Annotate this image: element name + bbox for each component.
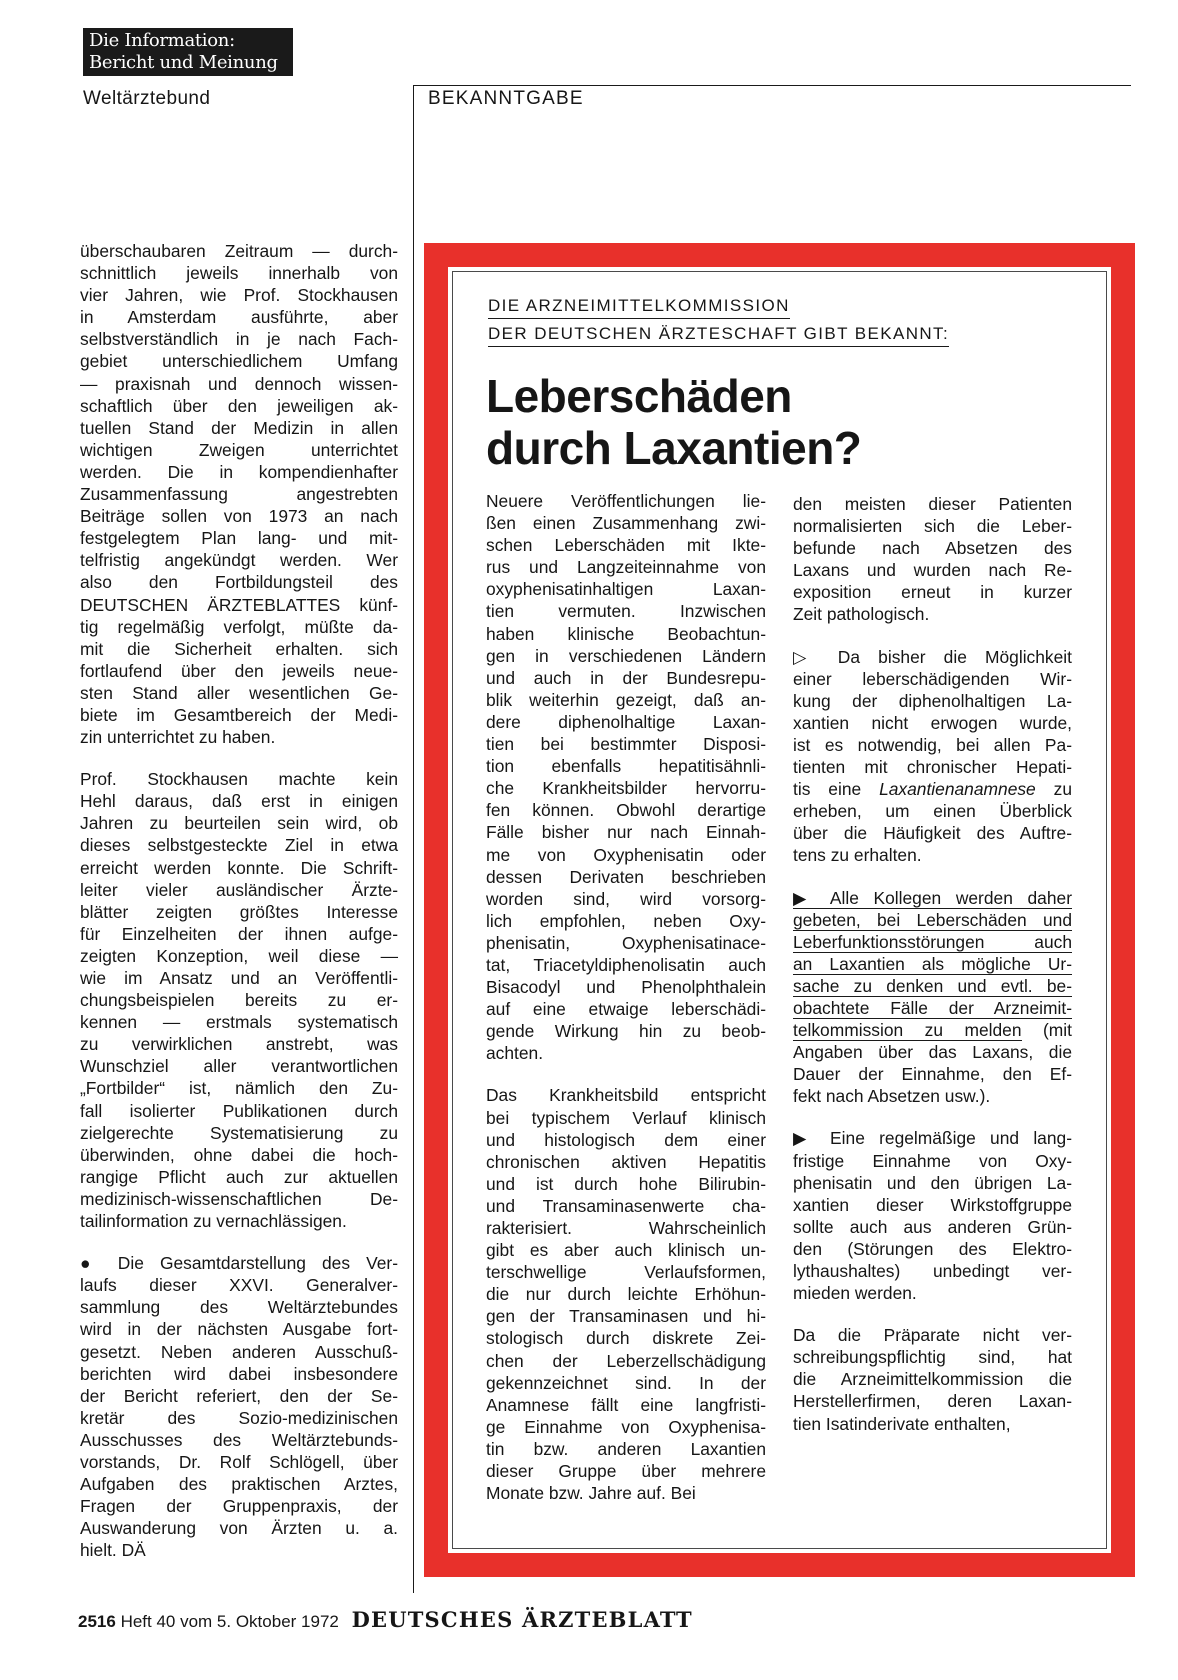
- text-line: [793, 778, 1072, 800]
- text-line: Angaben über das Laxans, die: [793, 1042, 1072, 1063]
- text-line: schnittlich jeweils innerhalb von: [80, 263, 398, 284]
- overline-line-1: Die Information:: [89, 30, 235, 51]
- text-line: gebiet unterschiedlichem Umfang: [80, 351, 398, 372]
- overline-line-2: Bericht und Meinung: [89, 52, 278, 73]
- text-line: leiter vieler ausländischer Ärzte-: [80, 879, 398, 900]
- text-line: festgelegtem Plan lang- und mit-: [80, 528, 398, 549]
- text-line: schaftlich über den jeweiligen ak-: [80, 395, 398, 416]
- text-line: in Amsterdam ausführte, aber: [80, 307, 398, 328]
- text-line: laufs dieser XXVI. Generalver-: [80, 1275, 398, 1296]
- text-line: bei typischem Verlauf klinisch: [486, 1107, 766, 1128]
- text-line: che Krankheitsbilder hervorru-: [486, 778, 766, 799]
- text-line: tion ebenfalls hepatitisähnli-: [486, 756, 766, 777]
- text-line: ge Einnahme von Oxyphenisa-: [486, 1416, 766, 1437]
- text-line: normalisierten sich die Leber-: [793, 516, 1072, 537]
- right-paragraph-3: [793, 887, 1072, 1108]
- text-run: (mit: [1021, 1020, 1072, 1041]
- text-line: und auch in der Bundesrepu-: [486, 667, 766, 688]
- announcement-kicker-2: [488, 324, 949, 347]
- text-line: chronischen aktiven Hepatitis: [486, 1151, 766, 1172]
- text-line: kennen — erstmals systematisch: [80, 1012, 398, 1033]
- text-line: Prof. Stockhausen machte kein: [80, 769, 398, 790]
- underlined-text: Leberfunktionsstörungen auch: [793, 931, 1072, 952]
- text-line: zu verwirklichen anstrebt, was: [80, 1034, 398, 1055]
- text-line: Dauer der Einnahme, den Ef-: [793, 1064, 1072, 1085]
- text-line: terschwellige Verlaufsformen,: [486, 1262, 766, 1283]
- text-run: zu: [1035, 779, 1073, 800]
- text-line: fristige Einnahme von Oxy-: [793, 1150, 1072, 1171]
- text-line: ▷ Da bisher die Möglichkeit: [793, 646, 1072, 667]
- text-line: xantien nicht erwogen wurde,: [793, 712, 1072, 733]
- text-line: wird in der nächsten Ausgabe fort-: [80, 1319, 398, 1340]
- text-line: der Bericht referiert, den der Se-: [80, 1385, 398, 1406]
- text-line: werden. Die in kompendienhafter: [80, 461, 398, 482]
- text-line: mit die Sicherheit erhalten. sich: [80, 638, 398, 659]
- text-line: vorstands, Dr. Rolf Schlögell, über: [80, 1451, 398, 1472]
- text-line: tien Isatinderivate enthalten,: [793, 1413, 1011, 1434]
- text-line: gibt es aber auch klinisch un-: [486, 1240, 766, 1261]
- text-line: lich empfohlen, neben Oxy-: [486, 910, 766, 931]
- text-line: exposition erneut in kurzer: [793, 582, 1072, 603]
- text-line: sten Stand aller wesentlichen Ge-: [80, 682, 398, 703]
- text-line: stologisch durch diskrete Zei-: [486, 1328, 766, 1349]
- underlined-text: sache zu denken und evtl. be-: [793, 975, 1072, 996]
- text-line: fekt nach Absetzen usw.).: [793, 1086, 991, 1107]
- text-line: gekennzeichnet sind. In der: [486, 1372, 766, 1393]
- text-line: dessen Derivaten beschrieben: [486, 866, 766, 887]
- text-line: Zusammenfassung angestrebten: [80, 484, 398, 505]
- text-line: rakterisiert. Wahrscheinlich: [486, 1218, 766, 1238]
- text-line: dieses selbstgesteckte Ziel in etwa: [80, 835, 398, 856]
- section-label-left: Weltärztebund: [83, 88, 211, 109]
- text-line: [793, 975, 1072, 997]
- text-line: Auswanderung von Ärzten u. a.: [80, 1518, 398, 1539]
- underlined-text: gebeten, bei Leberschäden und: [793, 909, 1072, 930]
- text-line: tien vermuten. Inzwischen: [486, 601, 766, 622]
- text-line: wichtigen Zweigen unterrichtet: [80, 439, 398, 460]
- text-line: phenisatin und den übrigen La-: [793, 1172, 1072, 1193]
- text-line: [793, 953, 1072, 975]
- journal-name: DEUTSCHES ÄRZTEBLATT: [351, 1607, 693, 1632]
- overline-label: [83, 28, 293, 76]
- text-line: tin bzw. anderen Laxantien: [486, 1438, 766, 1459]
- text-line: Zeit pathologisch.: [793, 604, 930, 625]
- underlined-text: ▶ Alle Kollegen werden daher: [793, 887, 1072, 908]
- text-line: DEUTSCHEN ÄRZTEBLATTES künf-: [80, 594, 398, 615]
- text-line: tens zu erhalten.: [793, 845, 922, 866]
- announcement-kicker-1: [488, 296, 790, 319]
- text-line: [793, 997, 1072, 1019]
- right-paragraph-4: [793, 1127, 1072, 1304]
- text-line: lythaushaltes) unbedingt ver-: [793, 1261, 1072, 1281]
- text-line: achten.: [486, 1043, 544, 1064]
- text-line: ist es notwendig, bei allen Pa-: [793, 734, 1072, 755]
- text-line: also den Fortbildungsteil des: [80, 572, 398, 593]
- announcement-middle-column: [486, 490, 766, 1504]
- paragraph-gap: [80, 748, 398, 768]
- text-line: auf eine etwaige leberschädi-: [486, 999, 766, 1020]
- text-line: gende Wirkung hin zu beob-: [486, 1021, 766, 1042]
- column-divider: [413, 85, 414, 1593]
- text-line: Beiträge sollen von 1973 an nach: [80, 506, 398, 527]
- text-line: überschaubaren Zeitraum — durch-: [80, 241, 398, 261]
- text-line: rus und Langzeiteinnahme von: [486, 557, 766, 578]
- text-line: Herstellerfirmen, deren Laxan-: [793, 1391, 1072, 1412]
- text-line: Laxans und wurden nach Re-: [793, 560, 1072, 581]
- text-line: ßen einen Zusammenhang zwi-: [486, 513, 766, 534]
- header-rule: [413, 85, 1131, 86]
- text-line: „Fortbilder“ ist, nämlich den Zu-: [80, 1078, 398, 1099]
- text-line: Aufgaben des praktischen Arztes,: [80, 1474, 398, 1495]
- text-line: kung der diphenolhaltigen La-: [793, 690, 1072, 711]
- text-line: Ausschusses des Weltärztebunds-: [80, 1429, 398, 1450]
- text-line: fen können. Obwohl derartige: [486, 800, 766, 821]
- kicker-text-1: DIE ARZNEIMITTELKOMMISSION: [488, 296, 790, 319]
- text-line: Fälle bisher nur nach Einnah-: [486, 822, 766, 843]
- underlined-text: an Laxantien als mögliche Ur-: [793, 953, 1072, 974]
- page-number: 2516: [78, 1612, 116, 1631]
- text-line: — praxisnah und dennoch wissen-: [80, 373, 398, 394]
- text-line: vier Jahren, wie Prof. Stockhausen: [80, 285, 398, 306]
- text-line: einer leberschädigenden Wir-: [793, 668, 1072, 689]
- text-line: haben klinische Beobachtun-: [486, 623, 766, 644]
- issue-info: Heft 40 vom 5. Oktober 1972: [120, 1612, 339, 1631]
- text-line: tienten mit chronischer Hepati-: [793, 757, 1072, 778]
- text-line: [793, 887, 1072, 909]
- text-line: gen der Transaminasen und hi-: [486, 1306, 766, 1327]
- page-footer: [78, 1607, 693, 1632]
- text-line: gen in verschiedenen Ländern: [486, 645, 766, 666]
- paragraph-gap: [793, 1304, 1072, 1324]
- text-line: sollte auch aus anderen Grün-: [793, 1216, 1072, 1237]
- text-line: fortlaufend über den jeweils neue-: [80, 660, 398, 681]
- text-line: wie im Ansatz und an Veröffentli-: [80, 968, 398, 988]
- text-line: den (Störungen des Elektro-: [793, 1238, 1072, 1259]
- text-line: Bisacodyl und Phenolphthalein: [486, 977, 766, 998]
- text-run: tis eine: [793, 779, 880, 800]
- text-line: phenisatin, Oxyphenisatinace-: [486, 932, 766, 953]
- text-line: tat, Triacetyldiphenolisatin auch: [486, 954, 766, 975]
- text-line: zeigten Konzeption, weil diese —: [80, 945, 398, 966]
- text-line: ▶ Eine regelmäßige und lang-: [793, 1128, 1072, 1149]
- headline-line-1: Leberschäden: [486, 370, 792, 422]
- text-line: Monate bzw. Jahre auf. Bei: [486, 1483, 696, 1504]
- text-line: blätter zeigten größtes Interesse: [80, 901, 398, 922]
- section-label-right: BEKANNTGABE: [428, 88, 584, 109]
- announcement-headline: [486, 370, 861, 474]
- text-line: Wunschziel aller verantwortlichen: [80, 1056, 398, 1077]
- text-line: kretär des Sozio-medizinischen: [80, 1407, 398, 1428]
- text-line: fall isolierter Publikationen durch: [80, 1100, 398, 1121]
- text-line: für Einzelheiten der ihnen aufge-: [80, 923, 398, 944]
- underlined-text: obachtete Fälle der Arzneimit-: [793, 997, 1072, 1018]
- text-line: zielgerechte Systematisierung zu: [80, 1122, 398, 1143]
- text-line: Fragen der Gruppenpraxis, der: [80, 1496, 398, 1517]
- headline-line-2: durch Laxantien?: [486, 422, 862, 474]
- paragraph-gap: [793, 1107, 1072, 1127]
- announcement-right-column: [793, 493, 1072, 1435]
- text-line: tuellen Stand der Medizin in allen: [80, 417, 398, 438]
- text-line: erreicht werden konnte. Die Schrift-: [80, 857, 398, 878]
- text-line: Hehl daraus, daß erst in einigen: [80, 791, 398, 812]
- text-line: die nur durch leichte Erhöhun-: [486, 1284, 766, 1305]
- text-line: die Arzneimittelkommission die: [793, 1369, 1072, 1390]
- text-line: zin unterrichtet zu haben.: [80, 727, 276, 748]
- text-line: Neuere Veröffentlichungen lie-: [486, 491, 766, 511]
- text-line: dieser Gruppe über mehrere: [486, 1461, 766, 1482]
- text-line: Das Krankheitsbild entspricht: [486, 1085, 766, 1106]
- kicker-text-2: DER DEUTSCHEN ÄRZTESCHAFT GIBT BEKANNT:: [488, 324, 949, 347]
- text-line: sammlung des Weltärztebundes: [80, 1297, 398, 1318]
- text-line: schen Leberschäden mit Ikte-: [486, 535, 766, 556]
- text-line: chen der Leberzellschädigung: [486, 1350, 766, 1371]
- text-line: oxyphenisatinhaltigen Laxan-: [486, 579, 766, 600]
- text-line: dere diphenolhaltige Laxan-: [486, 711, 766, 732]
- text-line: tig regelmäßig verfolgt, müßte da-: [80, 616, 398, 637]
- text-line: gesetzt. Neben anderen Ausschuß-: [80, 1341, 398, 1362]
- text-line: schreibungspflichtig sind, hat: [793, 1347, 1072, 1368]
- paragraph-gap: [793, 867, 1072, 887]
- text-line: ● Die Gesamtdarstellung des Ver-: [80, 1253, 398, 1274]
- text-line: befunde nach Absetzen des: [793, 538, 1072, 559]
- text-line: über die Häufigkeit des Auftre-: [793, 823, 1072, 844]
- text-line: mieden werden.: [793, 1283, 917, 1304]
- text-line: selbstverständlich in je nach Fach-: [80, 329, 398, 350]
- text-line: überwinden, ohne dabei die hoch-: [80, 1144, 398, 1165]
- paragraph-gap: [80, 1232, 398, 1252]
- left-article-column: [80, 240, 398, 1561]
- text-line: berichten wird dabei insbesondere: [80, 1363, 398, 1384]
- text-line: tailinformation zu vernachlässigen.: [80, 1211, 347, 1232]
- text-line: rangige Pflicht auch zur aktuellen: [80, 1166, 398, 1187]
- text-line: chungsbeispielen bereits zu er-: [80, 990, 398, 1011]
- paragraph-gap: [486, 1064, 766, 1084]
- text-line: [793, 909, 1072, 931]
- text-line: medizinisch-wissenschaftlichen De-: [80, 1188, 398, 1209]
- text-line: Da die Präparate nicht ver-: [793, 1325, 1072, 1346]
- text-line: me von Oxyphenisatin oder: [486, 844, 766, 865]
- text-line: Anamnese fällt eine langfristi-: [486, 1394, 766, 1415]
- right-paragraph-5: [793, 1324, 1072, 1434]
- text-line: worden sind, wird vorsorg-: [486, 888, 766, 909]
- text-line: und Transaminasenwerte cha-: [486, 1195, 766, 1216]
- text-line: tien bei bestimmter Disposi-: [486, 734, 766, 755]
- text-line: xantien dieser Wirkstoffgruppe: [793, 1194, 1072, 1215]
- text-line: erheben, um einen Überblick: [793, 801, 1072, 822]
- text-line: blik weiterhin gezeigt, daß an-: [486, 689, 766, 710]
- underlined-text: telkommission zu melden: [793, 1020, 1022, 1041]
- text-line: und histologisch dem einer: [486, 1129, 766, 1150]
- text-line: hielt. DÄ: [80, 1540, 146, 1561]
- text-line: [793, 1019, 1072, 1041]
- emphasized-term: Laxantienanamnese: [879, 779, 1036, 800]
- text-line: [793, 931, 1072, 953]
- text-line: den meisten dieser Patienten: [793, 494, 1072, 514]
- text-line: und ist durch hohe Bilirubin-: [486, 1173, 766, 1194]
- text-line: biete im Gesamtbereich der Medi-: [80, 704, 398, 725]
- right-paragraph-1: [793, 493, 1072, 626]
- paragraph-gap: [793, 626, 1072, 646]
- text-line: Jahren zu beurteilen sein wird, ob: [80, 813, 398, 834]
- text-line: telfristig angekündgt werden. Wer: [80, 550, 398, 571]
- right-paragraph-2: [793, 646, 1072, 867]
